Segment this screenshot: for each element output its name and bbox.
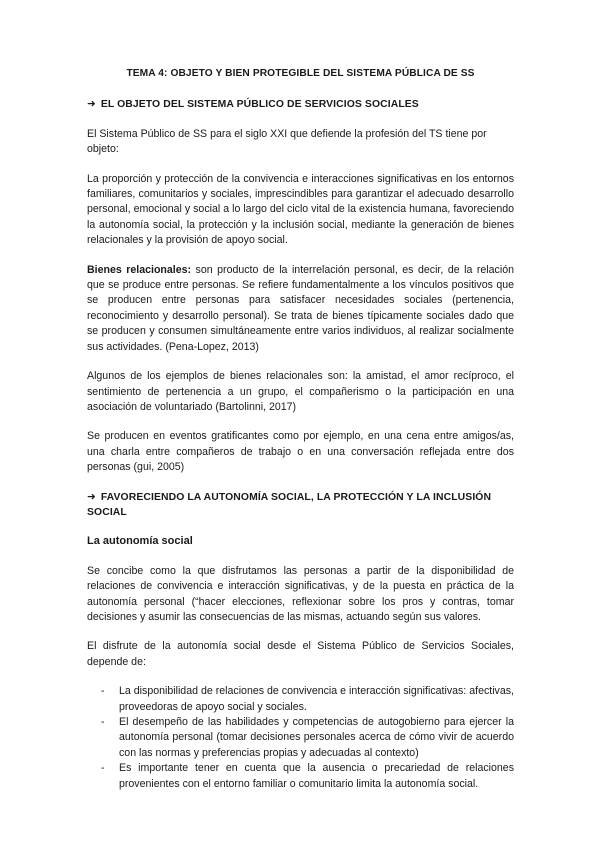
paragraph-intro: El Sistema Público de SS para el siglo XXI que defiende la profesión del TS tiene por objeto: [87, 127, 487, 156]
arrow-right-icon: ➜ [87, 98, 96, 111]
list-dash: - [101, 762, 105, 775]
subheading-autonomia-social: La autonomía social [87, 535, 193, 548]
list-item-text: La disponibilidad de relaciones de convivencia e interacción significativas: afectivas, proveedoras de apoyo social y sociales. [119, 685, 514, 713]
list-item-text: Es importante tener en cuenta que la ausencia o precariedad de relaciones provenientes con el entorno familiar o comunitario limita la autonomía social. [119, 762, 514, 790]
section-heading-text: EL OBJETO DEL SISTEMA PÚBLICO DE SERVICIOS SOCIALES [100, 99, 419, 111]
bienes-relacionales-text: son producto de la interrelación personal, es decir, de la relación que se produce entre personas. Se refiere fundamentalmente a los vínculos positivos que se producen entre personas para satisfacer necesidades sociales (pertenencia, reconocimiento y desarrollo personal). Se trata de bienes típicamente sociales dado que se producen y consumen simultáneamente entre varios individuos, al realizar socialmente sus actividades. (Pena-Lopez, 2013) [87, 263, 514, 353]
list-item-text: El desempeño de las habilidades y competencias de autogobierno para ejercer la autonomía personal (tomar decisiones personales acerca de cómo vivir de acuerdo con las normas y preferencias propias y adecuadas al contexto) [119, 716, 514, 759]
list-item [87, 715, 514, 761]
dependencies-list [87, 684, 514, 792]
document-title: TEMA 4: OBJETO Y BIEN PROTEGIBLE DEL SISTEMA PÚBLICA DE SS [126, 68, 475, 79]
paragraph-ejemplos: Algunos de los ejemplos de bienes relacionales son: la amistad, el amor recíproco, el sentimiento de pertenencia a un grupo, el compañerismo o la participación en una asociación de voluntariado (Bartolinni, 2017) [87, 370, 514, 413]
paragraph-definition: La proporción y protección de la convivencia e interacciones significativas en los entornos familiares, comunitarios y sociales, imprescindibles para garantizar el adecuado desarrollo personal, emocional y social a lo largo del ciclo vital de la existencia humana, favoreciendo la autonomía social, la protección y la inclusión social, mediante la generación de bienes relacionales y la provisión de apoyo social. [87, 172, 514, 247]
arrow-right-icon: ➜ [87, 490, 96, 503]
list-item [87, 684, 514, 715]
list-item [87, 761, 514, 792]
term-bienes-relacionales: Bienes relacionales: [87, 263, 192, 276]
paragraph-eventos: Se producen en eventos gratificantes como por ejemplo, en una cena entre amigos/as, una charla entre compañeros de trabajo o en una conversación reflejada entre dos personas (gui, 2005) [87, 430, 514, 474]
list-dash: - [101, 716, 105, 728]
paragraph-disfrute: El disfrute de la autonomía social desde el Sistema Público de Servicios Sociales, depende de: [87, 640, 514, 668]
document-body [87, 66, 514, 792]
list-dash: - [101, 685, 105, 698]
section-heading-objeto [87, 97, 514, 112]
section-heading-text: FAVORECIENDO LA AUTONOMÍA SOCIAL, LA PROTECCIÓN Y LA INCLUSIÓN SOCIAL [87, 491, 492, 518]
paragraph-concepto: Se concibe como la que disfrutamos las personas a partir de la disponibilidad de relaciones de convivencia e interacción significativas, y de la puesta en práctica de la autonomía personal (“hacer elecciones, reflexionar sobre los pros y contras, tomar decisiones y asumir las consecuencias de las mismas, actuando según sus valores. [87, 564, 514, 623]
paragraph-bienes-relacionales [87, 263, 514, 355]
section-heading-autonomia [87, 490, 514, 521]
